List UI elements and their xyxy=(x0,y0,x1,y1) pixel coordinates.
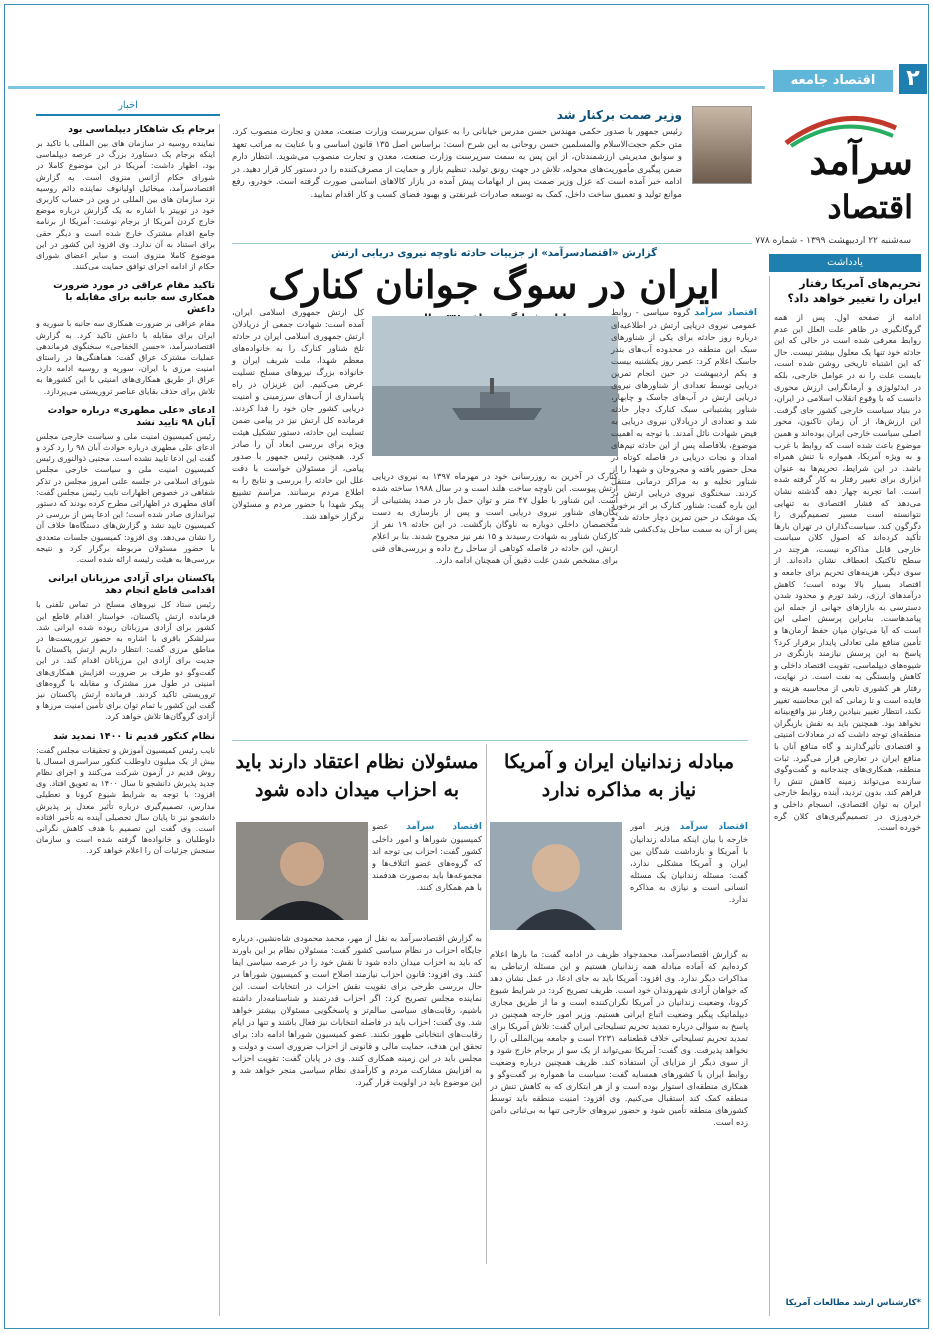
parties-headline[interactable]: مسئولان نظام اعتقاد دارند باید به احزاب میدان داده شود xyxy=(235,751,479,801)
lead-kicker: گزارش «اقتصادسرآمد» از جزییات حادثه ناوچه نیروی دریایی ارتش xyxy=(331,248,657,259)
mp-photo xyxy=(236,822,368,920)
lead-text-1: گروه سیاسی - روابط عمومی نیروی دریایی ارتش در اطلاعیه‌ای درباره روز حادثه برای یکی از شناورهای سبک این منطقه در محدوده آب‌های بندر جاسک اعلام کرد: عصر روز یکشنبه بیست و یکم اردیبهشت در حین انجام تمرین دریایی توسط تعدادی از شناورهای نیروی دریایی ارتش در آب‌های جاسک و چابهار، شناور پشتیبانی سبک کنارک دچار حادثه شد و تعدادی از دریادلان نیروی دریایی به فیض شهادت نائل آمدند. با توجه به اهمیت موضوع، بلافاصله پس از این حادثه تیم‌های امداد و نجات دریایی در فاصله کوتاه در محل حضور یافته و مجروحان و شهدا را از شناور تخلیه و به مراکز درمانی منتقل کردند. سخنگوی نیروی دریایی ارتش در این باره گفت: شناور کنارک بر اثر برخورد یک موشک در حین تمرین دچار حادثه شد و پس از آن به سمت ساحل یدک‌کشی شد. xyxy=(611,307,757,534)
agency-logo: اقتصاد سرآمد xyxy=(679,822,748,832)
page-number: ۲ xyxy=(899,64,927,94)
parties-intro-text: عضو کمیسیون شوراها و امور داخلی کشور گفت: احزاب بی توجه اند که گروه‌های عضو ائتلاف‌ها و مجموعه‌ها باید به‌صورت هدفمند با هم همکاری کنند. xyxy=(372,821,482,892)
news-headline[interactable]: برجام یک شاهکار دیپلماسی بود xyxy=(68,124,215,135)
parties-intro xyxy=(372,820,482,930)
parties-body: به گزارش اقتصادسرآمد به نقل از مهر، محمد محمودی شاه‌نشین، درباره جایگاه احزاب در نظام سیاسی کشور گفت: مسئولان نظام بر این باورند که باید به احزاب میدان داده شود تا نقش خود را در عرصه سیاسی ایفا کنند. وی افزود: قانون احزاب نیازمند اصلاح است و کمیسیون شوراها در حال بررسی طرحی برای تقویت نقش احزاب در انتخابات است. این نماینده مجلس تصریح کرد: اگر احزاب قدرتمند و شناسنامه‌دار داشته باشیم، رقابت‌های سیاسی سالم‌تر و پاسخگویی مسئولان بیشتر خواهد شد. وی گفت: احزاب باید در فاصله انتخابات نیز فعال باشند و تنها در ایام رقابت‌های انتخاباتی ظهور نکنند. عضو کمیسیون شوراها ادامه داد: برای تحقق این هدف، حمایت مالی و قانونی از احزاب ضروری است و دولت و مجلس باید در این زمینه همکاری کنند. وی در پایان گفت: تقویت احزاب به افزایش مشارکت مردم و کارآمدی نظام سیاسی منجر خواهد شد و این موضوع باید در اولویت قرار گیرد. xyxy=(232,933,482,1087)
opinion-column xyxy=(769,276,921,1316)
minister-headline[interactable]: وزیر صمت برکنار شد xyxy=(556,108,682,122)
masthead-logo xyxy=(755,108,921,248)
section-name: اقتصاد جامعه xyxy=(773,70,893,92)
iran-us-headline[interactable]: مبادله زندانیان ایران و آمریکا نیاز به مذاکره ندارد xyxy=(503,751,735,801)
warship-photo xyxy=(372,316,618,456)
news-body: نماینده روسیه در سازمان های بین المللی با تاکید بر اینکه برجام یک دستاورد بزرگ در عرصه دیپلماسی بود، اظهار داشت: آمریکا در این موضوع کاملا در شورای حکام آژانس منزوی است. به گزارش اقتصادسرآمد، میخائیل اولیانوف نماینده دائم روسیه نزد سازمان های بین المللی در وین در حساب کاربری خود در توییتر با اشاره به یک گزارش درباره موضع خارج کردن آمریکا از برجام نوشت: آمریکا از برنامه جامع اقدام مشترک خارج شده است و دیگر حقی برای استناد به آن ندارد. وی افزود این کشور در این موضوع کاملا منزوی است و سایر اعضای شورای حکام از ادامه اجرای توافق حمایت می‌کنند. xyxy=(36,139,215,272)
masthead-title-bottom: اقتصاد xyxy=(827,188,913,226)
news-body: رئیس کمیسیون امنیت ملی و سیاست خارجی مجلس ادعای علی مطهری درباره حوادث آبان ۹۸ را رد کرد و گفت این ادعا تایید نشده است. مجتبی ذوالنوری رئیس کمیسیون امنیت ملی و سیاست خارجی مجلس شورای اسلامی در جلسه علنی امروز مجلس در تذکر شفاهی در خصوص اظهارات نایب رئیس مجلس گفت: آقای مطهری در اظهاراتی مطرح کرده بودند که دستور تیراندازی صادر شده است؛ این ادعا پس از بررسی در کمیسیون تایید نشد و گزارش‌های دستگاه‌ها خلاف آن را نشان می‌دهد. وی افزود: کمیسیون جلسات متعددی با حضور مسئولان مربوطه برگزار کرد و نتیجه بررسی‌ها به هیئت رئیسه ارائه شده است. xyxy=(36,431,215,565)
news-headline[interactable]: تاکید مقام عراقی در مورد ضرورت همکاری سه جانبه برای مقابله با داعش xyxy=(53,280,215,316)
minister-news-box xyxy=(232,104,752,244)
agency-logo: اقتصاد سرآمد xyxy=(694,308,757,318)
news-item xyxy=(36,573,215,722)
news-item xyxy=(36,405,215,565)
column-tag: یادداشت xyxy=(769,254,921,272)
news-column-header: اخبار xyxy=(36,100,220,116)
news-body: نایب رئیس کمیسیون آموزش و تحقیقات مجلس گفت: بیش از یک میلیون داوطلب کنکور سراسری امسال با روش قدیم در آزمون شرکت می‌کنند و اجرای نظام جدید پذیرش دانشجو تا سال ۱۴۰۰ به تعویق افتاد. وی افزود: با توجه به شرایط شیوع کرونا و تعطیلی مدارس، تصمیم‌گیری درباره تأثیر معدل بر پذیرش دانشجو نیز تا پایان سال تحصیلی آینده به تأخیر افتاده است. وی گفت این تصمیم با هدف کاهش نگرانی داوطلبان و خانواده‌ها گرفته شده است و سازمان سنجش جزئیات آن را اعلام خواهد کرد. xyxy=(36,745,215,856)
iran-us-intro-text: وزیر امور خارجه با بیان اینکه مبادله زندانیان با آمریکا و بازداشت شدگان بین ایران و آمریکا مشکلی ندارد، گفت: مسئله زندانیان یک مسئله انسانی است و نیازی به مذاکره ندارد. xyxy=(630,821,748,904)
lead-body-col3: کل ارتش جمهوری اسلامی ایران، آمده است: شهادت جمعی از دریادلان ارتش جمهوری اسلامی ایران در حادثه تلخ شناور کنارک را به خانواده‌های معظم شهدا، ملت شریف ایران و خانواده بزرگ نیروهای مسلح تسلیت عرض می‌کنیم. این عزیزان در راه پاسداری از آب‌های سرزمینی و امنیت دریایی کشور جان خود را فدا کردند. فرمانده کل ارتش نیز در پیامی ضمن تسلیت این حادثه، دستور تشکیل هیئت ویژه برای بررسی ابعاد آن را صادر کرد. همچنین رئیس جمهور با صدور پیامی، از مسئولان خواست با دقت علل این حادثه را بررسی و نتایج را به اطلاع مردم برسانند. مراسم تشییع پیکر شهدا با حضور مردم و مسئولان برگزار خواهد شد. xyxy=(232,307,364,521)
iran-us-intro xyxy=(630,820,748,944)
news-item xyxy=(36,731,215,857)
opinion-signature: *کارشناس ارشد مطالعات آمریکا xyxy=(785,1298,921,1308)
lead-body-col2: کنارک در آخرین به روزرسانی خود در مهرماه ۱۳۹۷ به نیروی دریایی ارتش پیوست. این ناوچه ساخت هلند است و در سال ۱۹۸۸ ساخته شده است. این شناور با طول ۴۷ متر و توان حمل بار در صدد پشتیبانی از یگان‌های شناور نیروی دریایی است و پس از بازسازی به دست متخصصان داخلی دوباره به ناوگان بازگشت. در این حادثه ۱۹ نفر از کارکنان شناور به شهادت رسیدند و ۱۵ نفر نیز مجروح شدند. بنا بر اعلام ارتش، این حادثه در فاصله کوتاهی از ساحل رخ داده و بررسی‌های فنی برای مشخص شدن علت دقیق آن همچنان ادامه دارد. xyxy=(372,471,618,565)
news-headline[interactable]: ادعای «علی مطهری» درباره حوادث آبان ۹۸ تایید نشد xyxy=(47,404,215,428)
opinion-body: ادامه از صفحه اول. پس از همه گروگانگیری در ظاهر علت العلل این عدم روابط معرفی شده است در حالی که این حادثه خود تنها یک معلول بیشتر نیست. حال که این اشتباه تاریخی روشن شده است، بایست علت را نه در عوامل خارجی، بلکه در ایدئولوژی و آرمانگرایی ارزش محوری دانست که با وقوع انقلاب اسلامی در ایران، در بنیاد سیاست خارجی کشور جای گرفت. این ارزش‌ها، از آن زمان تاکنون، محور اصلی سیاست خارجی ایران بوده‌اند و همین موضوع باعث شده است که روابط با غرب و به ویژه آمریکا، همواره با تنش همراه باشد. در این شرایط، تحریم‌ها به عنوان ابزاری برای تغییر رفتار به کار گرفته شده است. اما تجربه چهار دهه گذشته نشان می‌دهد که فشار اقتصادی به تنهایی نتوانسته است مسیر تصمیم‌گیری را دگرگون کند. سیاست‌گذاران در تهران بارها تأکید کرده‌اند که اصول کلان سیاست خارجی قابل مذاکره نیست، هرچند در سطح تاکتیک انعطاف نشان داده‌اند. از سوی دیگر، هزینه‌های تحریم برای جامعه و اقتصاد بسیار بالا بوده است؛ کاهش درآمدهای ارزی، رشد تورم و محدود شدن دسترسی به بازارهای جهانی از جمله این پیامدهاست. بنابراین پرسش اصلی این است که آیا می‌توان میان حفظ آرمان‌ها و تأمین منافع ملی تعادلی پایدار برقرار کرد؟ پاسخ به این پرسش نیازمند بازنگری در شیوه‌های دیپلماسی، تقویت اقتصاد داخلی و کاهش وابستگی به نفت است. در نهایت، رفتار هر کشوری تابعی از محاسبه هزینه و فایده است و تا زمانی که این محاسبه تغییر نکند، انتظار تغییر بنیادین رفتار نیز واقع‌بینانه نخواهد بود. همچنین باید به نقش بازیگران منطقه‌ای توجه داشت که در معادلات امنیتی و اقتصادی تأثیرگذارند و گاه منافع آنان با منافع ایران در تعارض قرار می‌گیرد. ثبات منطقه، همکاری‌های چندجانبه و گفت‌وگوی سازنده می‌تواند زمینه کاهش تنش را فراهم کند. بدون تردید، آینده روابط خارجی ایران به توان اقتصادی، انسجام داخلی و خردورزی در تصمیم‌گیری‌های کلان گره خورده است. xyxy=(774,312,921,833)
agency-logo: اقتصاد سرآمد xyxy=(406,822,482,832)
news-item xyxy=(36,124,215,272)
news-headline[interactable]: نظام کنکور قدیم تا ۱۴۰۰ تمدید شد xyxy=(53,730,215,742)
issue-date: سه‌شنبه ۲۲ اردیبهشت ۱۳۹۹ - شماره ۷۷۸ xyxy=(755,236,911,246)
minister-body: رئیس جمهور با صدور حکمی مهندس حسن مدرس خیابانی را به عنوان سرپرست وزارت صنعت، معدن و تجارت منصوب کرد. متن حکم حجت‌الاسلام والمسلمین حسن روحانی به این شرح است: براساس اصل ۱۳۵ قانون اساسی و با عنایت به مراتب تعهد و سوابق مدیریتی ارزشمندتان، از این پس به سمت سرپرست وزارت صنعت، معدن و تجارت منصوب می‌شوید. انتظار دارم ضمن پیگیری مأموریت‌های محوله، تلاش در جهت رونق تولید، تنظیم بازار و حمایت از مصرف‌کننده را در دستور کار قرار دهید. در ادامه خبر آمده است که عزل وزیر صمت پس از ابهامات پیش آمده در بازار کالاهای اساسی صورت گرفته است. خودرو، رفع موانع تولید و تعمیق ساخت داخل، کمک به توسعه صادرات غیرنفتی و بهبود فضای کسب و کار اقدام نمایید. xyxy=(232,127,682,200)
masthead-title-top: سرآمد xyxy=(809,138,913,183)
minister-photo xyxy=(692,106,752,184)
zarif-photo xyxy=(490,822,622,930)
header-rule xyxy=(8,86,765,89)
news-body: رئیس ستاد کل نیروهای مسلح در تماس تلفنی با فرمانده ارتش پاکستان، خواستار اقدام قاطع این کشور برای آزادی مرزبانان ربوده شده ایرانی شد. سرلشکر باقری با اشاره به حضور تروریست‌ها در مناطق مرزی گفت: انتظار داریم ارتش پاکستان با جدیت برای آزادی این مرزبانان اقدام کند. در این گفت‌وگو دو طرف بر ضرورت افزایش همکاری‌های امنیتی در طول مرز مشترک و مقابله با گروه‌های تروریستی تاکید کردند. فرمانده ارتش پاکستان نیز گفت این کشور با تمام توان برای تأمین امنیت مرزها و آزادی گروگان‌ها تلاش خواهد کرد. xyxy=(36,600,215,722)
section-divider xyxy=(232,740,748,741)
news-column xyxy=(36,124,220,1316)
news-body: مقام عراقی بر ضرورت همکاری سه جانبه با سوریه و ایران برای مقابله با داعش تاکید کرد. به گزارش اقتصادسرآمد، «حسن الخفاجی» سخنگوی فرماندهی عملیات مشترک عراق گفت: هماهنگی‌ها در راستای امنیت مرزی با ایران، سوریه و روسیه ادامه دارد. عراق از طریق همکاری‌های امنیتی با این کشورها به تلاش برای حذف بقایای عناصر تروریستی می‌پردازد. xyxy=(36,319,215,396)
opinion-headline[interactable]: تحریم‌های آمریکا رفتار ایران را تغییر خواهد داد؟ xyxy=(787,277,921,305)
news-item xyxy=(36,280,215,396)
news-headline[interactable]: پاکستان برای آزادی مرزبانان ایرانی اقدامی قاطع انجام دهد xyxy=(48,573,215,597)
lead-headline[interactable]: ایران در سوگ جوانان کنارک xyxy=(268,262,720,307)
column-divider xyxy=(486,744,487,1264)
lead-body-col1 xyxy=(611,306,757,726)
iran-us-body: به گزارش اقتصادسرآمد، محمدجواد ظریف در ادامه گفت: ما بارها اعلام کرده‌ایم که آماده مبادله همه زندانیان هستیم و این مسئله ارتباطی به مذاکرات دیگر ندارد. وی افزود: آمریکا باید به جای ادعا، در عمل نشان دهد که خواهان آزادی شهروندان خود است. ظریف تصریح کرد: در شرایط شیوع کرونا، وضعیت زندانیان در آمریکا نگران‌کننده است و ما از طریق مجاری دیپلماتیک پیگیر وضعیت اتباع ایرانی هستیم. وزیر امور خارجه همچنین در پاسخ به سوالی درباره تمدید تحریم تسلیحاتی ایران گفت: تلاش آمریکا برای تمدید تحریم تسلیحاتی خلاف قطعنامه ۲۲۳۱ است و جامعه بین‌المللی آن را نخواهد پذیرفت. وی گفت: آمریکا نمی‌تواند از یک سو از برجام خارج شود و از سوی دیگر از مزایای آن استفاده کند. ظریف همچنین درباره وضعیت روابط ایران با کشورهای همسایه گفت: سیاست ما همواره بر گفت‌وگو و همکاری منطقه‌ای استوار بوده است و از هر ابتکاری که به کاهش تنش در منطقه کمک کند استقبال می‌کنیم. وی افزود: امنیت منطقه باید توسط کشورهای منطقه تأمین شود و حضور نیروهای خارجی تنها به بی‌ثباتی دامن زده است. xyxy=(490,949,748,1127)
